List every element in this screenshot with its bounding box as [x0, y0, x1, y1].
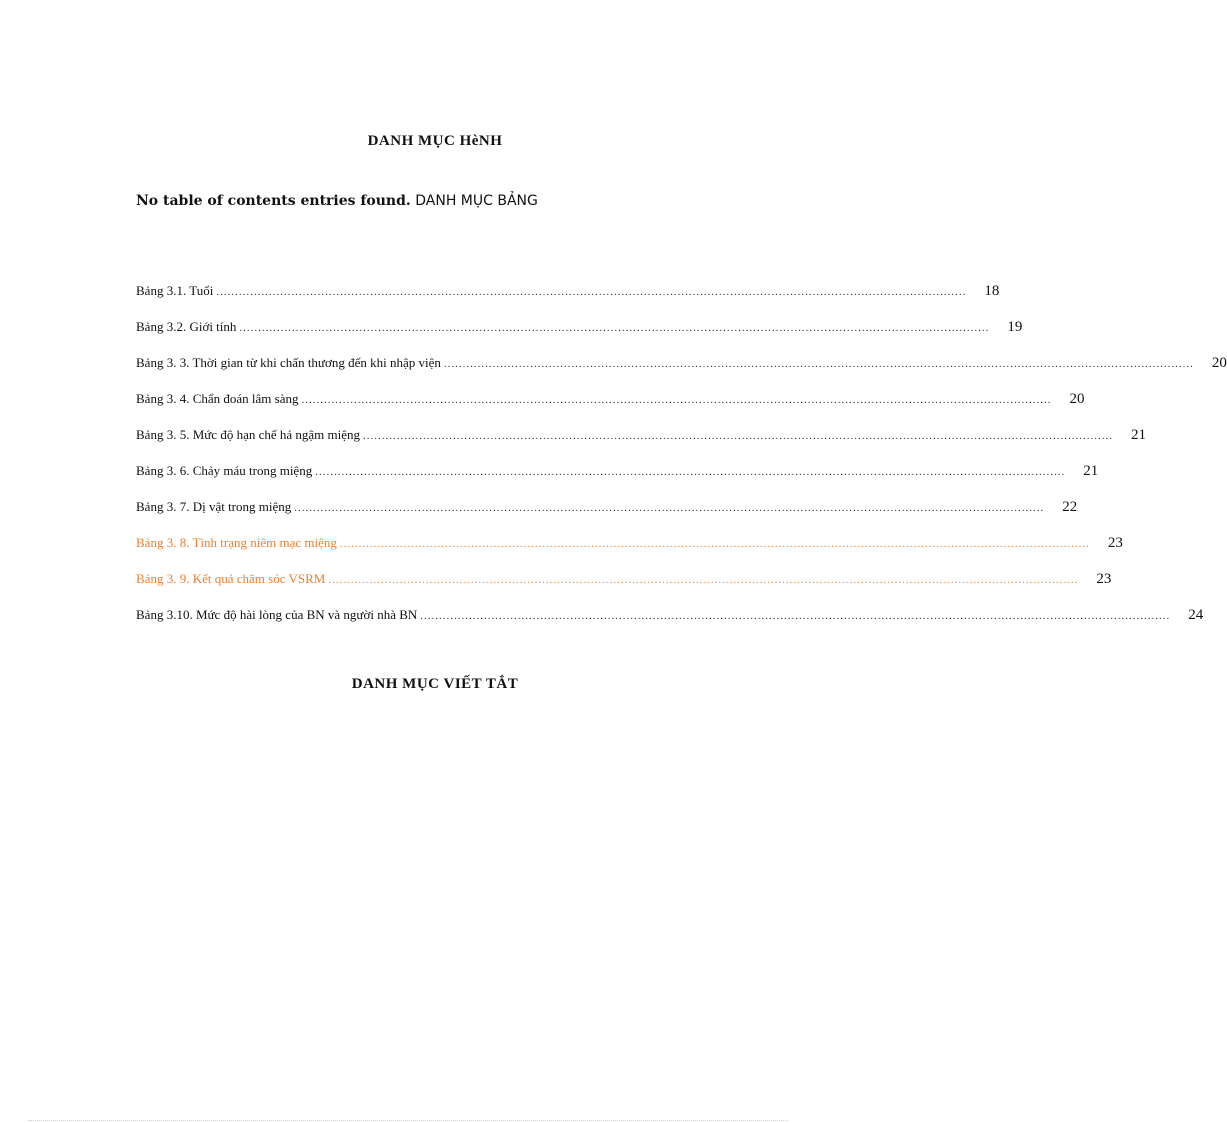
toc-entry-label: Bảng 3. 5. Mức độ hạn chế há ngậm miệng	[136, 427, 361, 442]
toc-entry-label: Bảng 3. 4. Chẩn đoán lâm sàng	[136, 391, 299, 406]
toc-leader-dots: ........................................................................................................................................................................................................	[315, 466, 1066, 478]
toc-leader-dots: ........................................................................................................................................................................................................	[239, 322, 990, 334]
toc-entry-7[interactable]	[136, 499, 1078, 535]
toc-entry-label: Bảng 3. 8. Tình trạng niêm mạc miệng	[136, 535, 337, 550]
toc-entry-page: 23	[1096, 571, 1112, 587]
toc-entry-4[interactable]	[136, 391, 1085, 427]
abbreviations-heading: DANH MỤC VIẾT TẮT	[351, 676, 519, 692]
toc-entry-label: Bảng 3.1. Tuổi	[136, 283, 214, 298]
toc-entry-1[interactable]	[136, 283, 1000, 319]
toc-leader-dots: ........................................................................................................................................................................................................	[294, 502, 1045, 514]
toc-entry-label: Bảng 3. 7. Dị vật trong miệng	[136, 499, 292, 514]
toc-leader-dots: ........................................................................................................................................................................................................	[301, 394, 1052, 406]
toc-entry-page: 20	[1211, 355, 1227, 371]
toc-leader-dots: ........................................................................................................................................................................................................	[216, 286, 967, 298]
toc-entry-label: Bảng 3.10. Mức độ hài lòng của BN và người nhà BN	[136, 607, 418, 622]
toc-leader-dots: ........................................................................................................................................................................................................	[363, 430, 1114, 442]
toc-entry-label: Bảng 3. 3. Thời gian từ khi chấn thương đến khi nhập viện	[136, 355, 441, 370]
toc-entry-9[interactable]	[136, 571, 1112, 607]
toc-entry-5[interactable]	[136, 427, 1147, 463]
toc-entry-8[interactable]	[136, 535, 1123, 571]
no-toc-line	[136, 193, 538, 210]
toc-leader-dots: ........................................................................................................................................................................................................	[420, 610, 1171, 622]
toc-entry-10[interactable]	[136, 607, 1204, 643]
toc-entry-page: 21	[1083, 463, 1099, 479]
toc-entry-3[interactable]	[136, 355, 1227, 391]
toc-entry-2[interactable]	[136, 319, 1023, 355]
toc-entry-label: Bảng 3. 6. Chảy máu trong miệng	[136, 463, 313, 478]
toc-entry-label: Bảng 3. 9. Kết quả chăm sóc VSRM	[136, 571, 326, 586]
no-toc-message: No table of contents entries found.	[136, 193, 411, 209]
toc-entry-6[interactable]	[136, 463, 1099, 499]
page-bottom-divider	[28, 1120, 788, 1121]
toc-leader-dots: ........................................................................................................................................................................................................	[328, 574, 1079, 586]
tables-list-heading: DANH MỤC BẢNG	[410, 193, 538, 209]
toc-leader-dots: ........................................................................................................................................................................................................	[339, 538, 1090, 550]
figures-list-heading: DANH MỤC HèNH	[367, 133, 503, 149]
toc-entry-page: 22	[1062, 499, 1078, 515]
toc-entry-page: 21	[1131, 427, 1147, 443]
tables-toc-list	[136, 283, 1227, 643]
toc-entry-page: 23	[1107, 535, 1123, 551]
toc-entry-label: Bảng 3.2. Giới tính	[136, 319, 237, 334]
toc-entry-page: 24	[1188, 607, 1204, 623]
toc-leader-dots: ........................................................................................................................................................................................................	[443, 358, 1194, 370]
toc-entry-page: 19	[1007, 319, 1023, 335]
toc-entry-page: 18	[984, 283, 1000, 299]
toc-entry-page: 20	[1069, 391, 1085, 407]
